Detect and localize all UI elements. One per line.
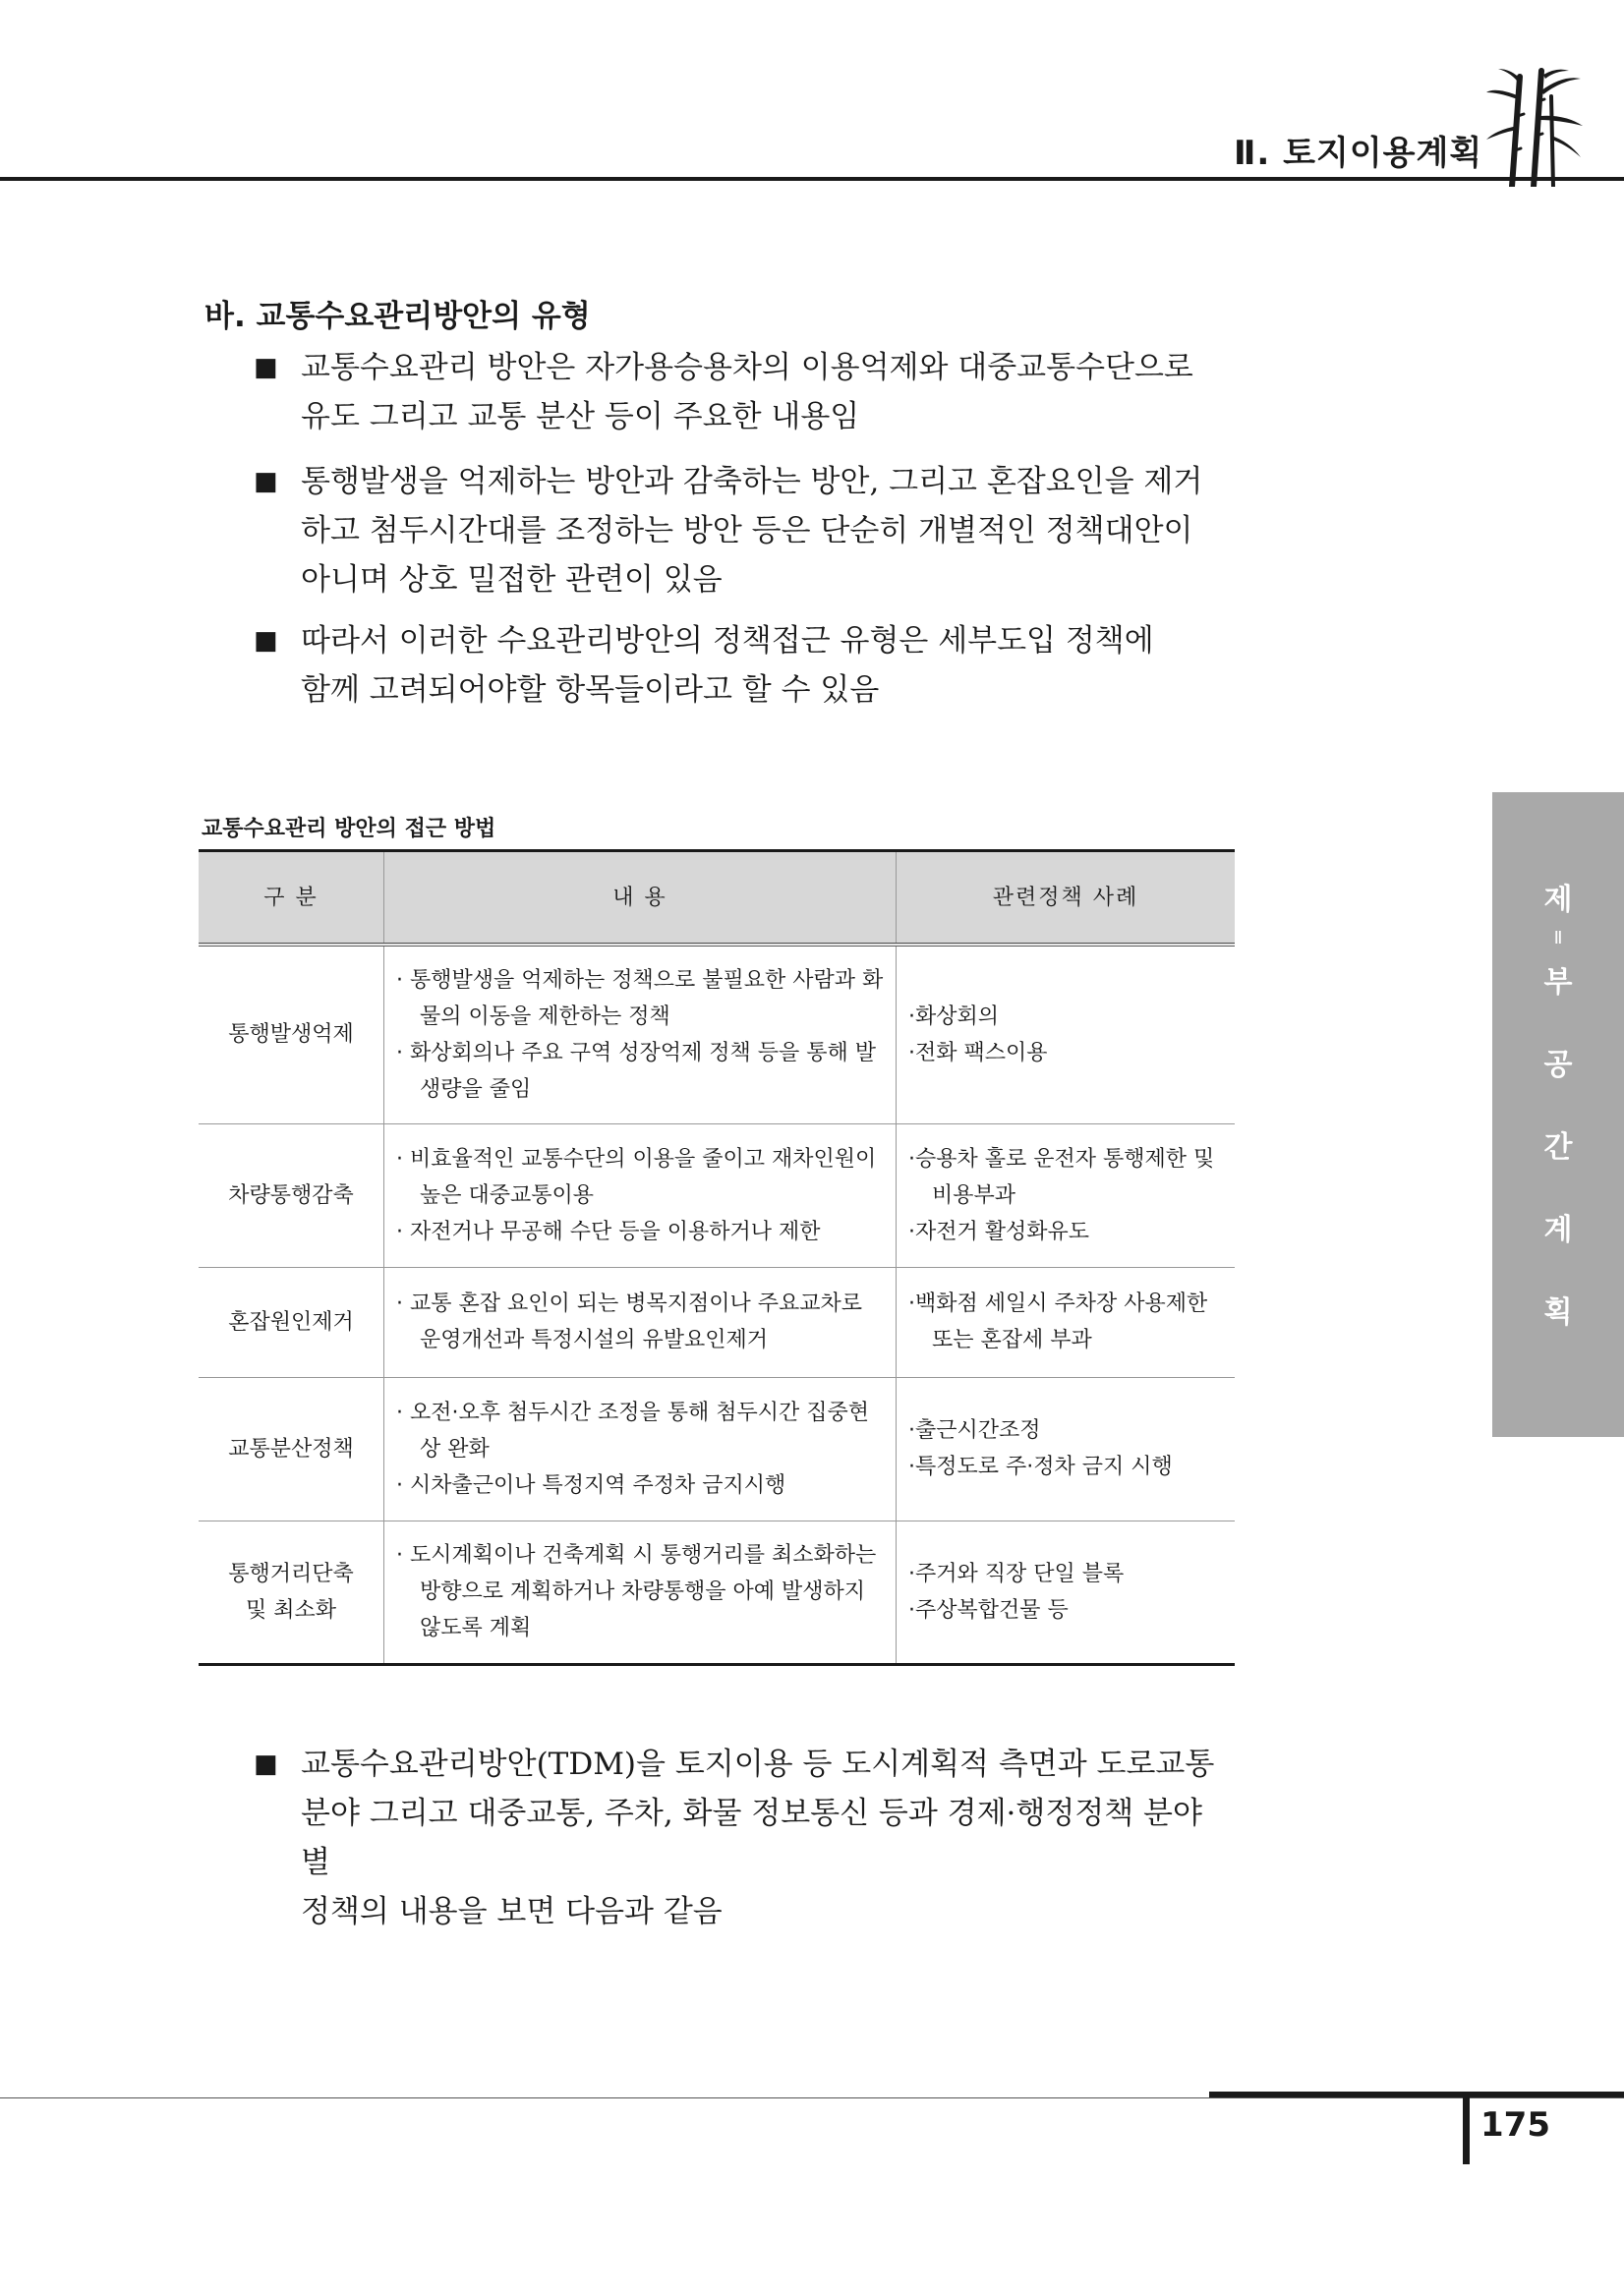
table-caption: 교통수요관리 방안의 접근 방법	[202, 817, 496, 841]
bullet-line: 유도 그리고 교통 분산 등이 주요한 내용임	[301, 399, 860, 434]
table-header-row	[199, 851, 1235, 946]
cases-cell: ·화상회의 ·전화 팩스이용	[897, 945, 1236, 1123]
header-category: 구 분	[199, 851, 384, 946]
cases-cell: ·승용차 홀로 운전자 통행제한 및 비용부과 ·자전거 활성화유도	[897, 1123, 1236, 1267]
side-tab-char: 제	[1543, 883, 1573, 917]
square-bullet-icon: ■	[254, 626, 278, 656]
side-tab-char: 계	[1543, 1213, 1573, 1247]
table-row	[199, 1123, 1235, 1267]
bullet-line: 교통수요관리 방안은 자가용승용차의 이용억제와 대중교통수단으로	[301, 350, 1193, 385]
page-number-bar	[1463, 2097, 1470, 2164]
table-row	[199, 1267, 1235, 1377]
bullet-line: 함께 고려되어야할 항목들이라고 할 수 있음	[301, 672, 880, 708]
bullet-line: 따라서 이러한 수요관리방안의 정책접근 유형은 세부도입 정책에	[301, 623, 1154, 659]
bullet-line: 아니며 상호 밀접한 관련이 있음	[301, 562, 723, 598]
category-cell: 교통분산정책	[199, 1377, 384, 1521]
page-number: 175	[1480, 2105, 1550, 2145]
closing-bullet	[254, 1740, 1227, 1936]
footer-rule	[0, 2097, 1624, 2098]
category-cell: 통행발생억제	[199, 945, 384, 1123]
side-chapter-tab	[1492, 792, 1624, 1437]
square-bullet-icon: ■	[254, 353, 278, 382]
square-bullet-icon: ■	[254, 467, 278, 496]
category-cell: 혼잡원인제거	[199, 1267, 384, 1377]
header-content: 내 용	[384, 851, 897, 946]
bullet-item	[254, 616, 1227, 715]
cases-cell: ·주거와 직장 단일 블록 ·주상복합건물 등	[897, 1521, 1236, 1664]
side-tab-char: 공	[1543, 1048, 1573, 1082]
side-tab-char: 부	[1543, 965, 1573, 1000]
table-row	[199, 945, 1235, 1123]
bullet-line: 정책의 내용을 보면 다음과 같음	[301, 1894, 723, 1929]
content-cell: · 비효율적인 교통수단의 이용을 줄이고 재차인원이 높은 대중교통이용 · 자전거나 무공해 수단 등을 이용하거나 제한	[384, 1123, 897, 1267]
square-bullet-icon: ■	[254, 1750, 278, 1779]
side-tab-char: 획	[1543, 1295, 1573, 1330]
table-row	[199, 1521, 1235, 1664]
cases-cell: ·백화점 세일시 주차장 사용제한 또는 혼잡세 부과	[897, 1267, 1236, 1377]
content-cell: · 교통 혼잡 요인이 되는 병목지점이나 주요교차로 운영개선과 특정시설의 유발요인제거	[384, 1267, 897, 1377]
cases-cell: ·출근시간조정 ·특정도로 주·정차 금지 시행	[897, 1377, 1236, 1521]
bamboo-icon	[1482, 67, 1591, 187]
bullet-item	[254, 343, 1227, 441]
content-cell: · 오전·오후 첨두시간 조정을 통해 첨두시간 집중현상 완화 · 시차출근이나 특정지역 주정차 금지시행	[384, 1377, 897, 1521]
content-cell: · 통행발생을 억제하는 정책으로 불필요한 사람과 화물의 이동을 제한하는 정책 · 화상회의나 주요 구역 성장억제 정책 등을 통해 발생량을 줄임	[384, 945, 897, 1123]
side-tab-char: 간	[1543, 1130, 1573, 1165]
approach-table	[199, 849, 1235, 1666]
bullet-line: 교통수요관리방안(TDM)을 토지이용 등 도시계획적 측면과 도로교통	[301, 1747, 1215, 1782]
chapter-heading: Ⅱ. 토지이용계획	[1234, 134, 1483, 173]
bullet-item	[254, 457, 1227, 604]
bullet-line: 하고 첨두시간대를 조정하는 방안 등은 단순히 개별적인 정책대안이	[301, 513, 1193, 548]
bullet-line: 통행발생을 억제하는 방안과 감축하는 방안, 그리고 혼잡요인을 제거	[301, 464, 1203, 499]
side-tab-char: Ⅱ	[1553, 928, 1563, 948]
content-cell: · 도시계획이나 건축계획 시 통행거리를 최소화하는 방향으로 계획하거나 차량통행을 아예 발생하지 않도록 계획	[384, 1521, 897, 1664]
table-row	[199, 1377, 1235, 1521]
section-title: 바. 교통수요관리방안의 유형	[204, 299, 591, 334]
header-cases: 관련정책 사례	[897, 851, 1236, 946]
category-cell: 통행거리단축 및 최소화	[199, 1521, 384, 1664]
category-cell: 차량통행감축	[199, 1123, 384, 1267]
bullet-line: 분야 그리고 대중교통, 주차, 화물 정보통신 등과 경제·행정정책 분야별	[301, 1796, 1202, 1880]
header-rule	[0, 177, 1624, 181]
